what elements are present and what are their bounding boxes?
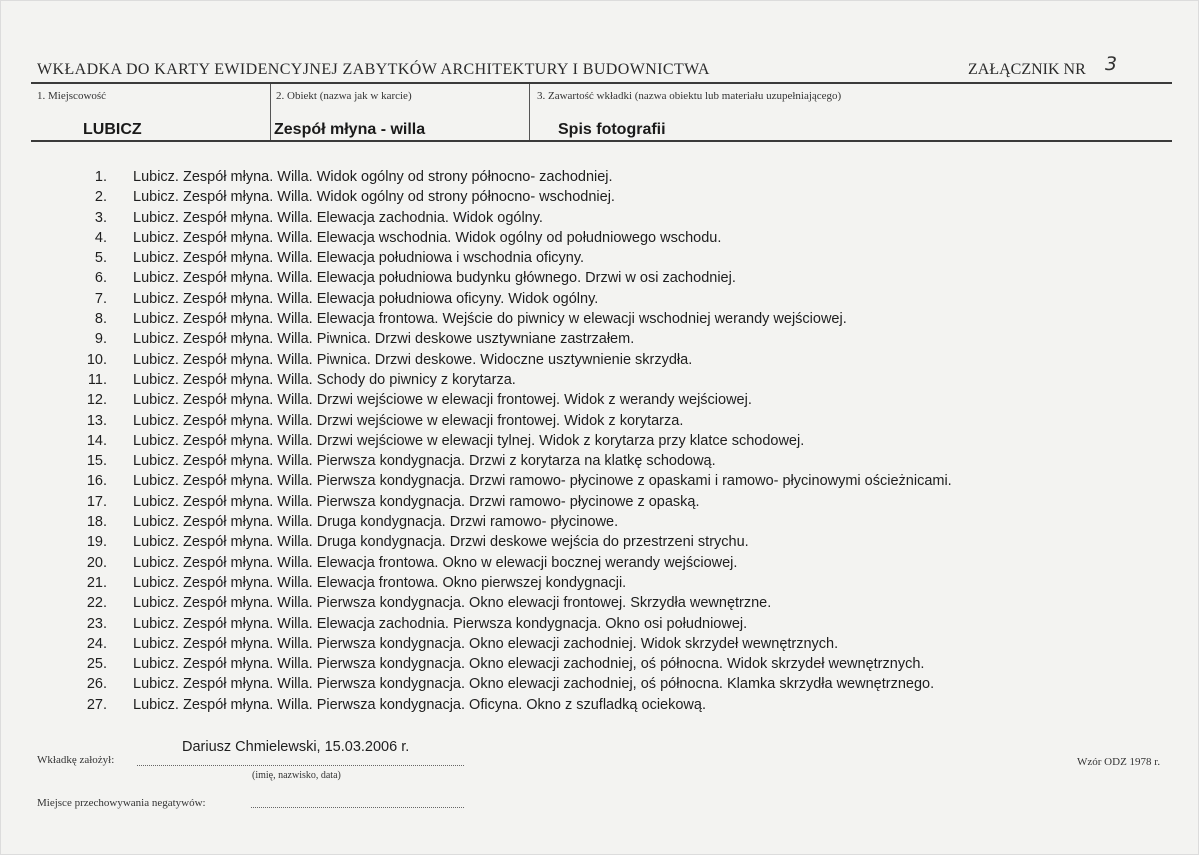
object-label: 2. Obiekt (nazwa jak w karcie) <box>276 90 412 102</box>
list-item <box>71 451 1171 471</box>
list-item <box>71 187 1171 207</box>
negatives-location-line <box>251 807 464 808</box>
list-item <box>71 167 1171 187</box>
list-item <box>71 248 1171 268</box>
list-item <box>71 471 1171 491</box>
item-number: 17. <box>86 493 107 510</box>
item-number: 19. <box>86 534 107 551</box>
item-text: Lubicz. Zespół młyna. Willa. Elewacja południowa i wschodnia oficyny. <box>133 250 585 267</box>
list-item <box>71 553 1171 573</box>
item-number: 12. <box>86 392 107 409</box>
created-by-hint: (imię, nazwisko, data) <box>252 770 341 781</box>
item-number: 18. <box>86 514 107 531</box>
item-text: Lubicz. Zespół młyna. Willa. Pierwsza kondygnacja. Okno elewacji zachodniej, oś północna. Widok skrzydeł wewnętrznych. <box>133 656 925 673</box>
item-number: 5. <box>94 250 107 267</box>
locality-value: LUBICZ <box>83 121 142 138</box>
item-text: Lubicz. Zespół młyna. Willa. Elewacja zachodnia. Pierwsza kondygnacja. Okno osi południowej. <box>133 615 748 632</box>
locality-label: 1. Miejscowość <box>37 90 107 102</box>
item-number: 23. <box>86 615 107 632</box>
item-text: Lubicz. Zespół młyna. Willa. Piwnica. Drzwi deskowe usztywniane zastrzałem. <box>133 331 635 348</box>
template-note: Wzór ODZ 1978 r. <box>1077 756 1161 768</box>
list-item <box>71 390 1171 410</box>
item-text: Lubicz. Zespół młyna. Willa. Widok ogólny od strony północno- zachodniej. <box>133 169 613 185</box>
list-item <box>71 532 1171 552</box>
item-text: Lubicz. Zespół młyna. Willa. Drzwi wejściowe w elewacji frontowej. Widok z korytarza. <box>133 412 684 429</box>
annex-label: ZAŁĄCZNIK NR <box>968 61 1086 78</box>
list-item <box>71 329 1171 349</box>
item-number: 25. <box>86 656 107 673</box>
item-text: Lubicz. Zespół młyna. Willa. Pierwsza kondygnacja. Drzwi ramowo- płycinowe z opaskami i ramowo- płycinowymi ościeżnicami. <box>133 473 952 490</box>
item-text: Lubicz. Zespół młyna. Willa. Pierwsza kondygnacja. Okno elewacji frontowej. Skrzydła wewnętrzne. <box>133 595 772 612</box>
created-by-line <box>137 765 464 766</box>
photo-list <box>71 167 1171 715</box>
item-text: Lubicz. Zespół młyna. Willa. Pierwsza kondygnacja. Okno elewacji zachodniej. Widok skrzydeł wewnętrznych. <box>133 635 839 652</box>
list-item <box>71 350 1171 370</box>
list-item <box>71 431 1171 451</box>
list-item <box>71 208 1171 228</box>
contents-value: Spis fotografii <box>558 121 666 138</box>
object-value: Zespół młyna - willa <box>274 121 426 138</box>
item-text: Lubicz. Zespół młyna. Willa. Pierwsza kondygnacja. Drzwi ramowo- płycinowe z opaską. <box>133 493 700 510</box>
item-text: Lubicz. Zespół młyna. Willa. Elewacja południowa budynku głównego. Drzwi w osi zachodniej. <box>133 270 736 287</box>
item-text: Lubicz. Zespół młyna. Willa. Pierwsza kondygnacja. Drzwi z korytarza na klatkę schodową. <box>133 453 716 470</box>
item-text: Lubicz. Zespół młyna. Willa. Elewacja frontowa. Okno w elewacji bocznej werandy wejściowej. <box>133 554 738 571</box>
annex-number: 3 <box>1105 53 1118 75</box>
list-item <box>71 492 1171 512</box>
item-text: Lubicz. Zespół młyna. Willa. Piwnica. Drzwi deskowe. Widoczne usztywnienie skrzydła. <box>133 351 693 368</box>
item-number: 2. <box>94 189 107 206</box>
item-text: Lubicz. Zespół młyna. Willa. Drzwi wejściowe w elewacji tylnej. Widok z korytarza przy klatce schodowej. <box>133 432 805 449</box>
list-item <box>71 268 1171 288</box>
item-text: Lubicz. Zespół młyna. Willa. Schody do piwnicy z korytarza. <box>133 371 516 388</box>
list-item <box>71 674 1171 694</box>
item-text: Lubicz. Zespół młyna. Willa. Elewacja wschodnia. Widok ogólny od południowego wschodu. <box>133 229 722 246</box>
list-item <box>71 289 1171 309</box>
item-number: 9. <box>94 331 107 348</box>
item-text: Lubicz. Zespół młyna. Willa. Elewacja frontowa. Okno pierwszej kondygnacji. <box>133 574 627 591</box>
item-text: Lubicz. Zespół młyna. Willa. Druga kondygnacja. Drzwi ramowo- płycinowe. <box>133 514 619 531</box>
list-item <box>71 654 1171 674</box>
item-number: 10. <box>86 351 107 368</box>
list-item <box>71 634 1171 654</box>
item-number: 6. <box>94 270 107 287</box>
form-title: WKŁADKA DO KARTY EWIDENCYJNEJ ZABYTKÓW ARCHITEKTURY I BUDOWNICTWA <box>37 61 710 78</box>
item-text: Lubicz. Zespół młyna. Willa. Widok ogólny od strony północno- wschodniej. <box>133 189 615 206</box>
created-by-value: Dariusz Chmielewski, 15.03.2006 r. <box>182 739 410 755</box>
item-number: 8. <box>94 311 107 328</box>
item-text: Lubicz. Zespół młyna. Willa. Elewacja frontowa. Wejście do piwnicy w elewacji wschodniej werandy wejściowej. <box>133 311 847 328</box>
item-text: Lubicz. Zespół młyna. Willa. Elewacja zachodnia. Widok ogólny. <box>133 209 543 226</box>
item-number: 3. <box>94 209 107 226</box>
list-item <box>71 370 1171 390</box>
item-number: 20. <box>86 554 107 571</box>
item-number: 26. <box>86 676 107 693</box>
item-number: 1. <box>94 169 107 185</box>
item-number: 13. <box>86 412 107 429</box>
list-item <box>71 512 1171 532</box>
item-number: 21. <box>86 574 107 591</box>
field-divider-2 <box>529 84 530 140</box>
item-number: 16. <box>86 473 107 490</box>
negatives-location-label: Miejsce przechowywania negatywów: <box>37 797 206 809</box>
item-text: Lubicz. Zespół młyna. Willa. Druga kondygnacja. Drzwi deskowe wejścia do przestrzeni strychu. <box>133 534 749 551</box>
list-item <box>71 695 1171 715</box>
list-item <box>71 573 1171 593</box>
item-number: 15. <box>86 453 107 470</box>
list-item <box>71 228 1171 248</box>
item-text: Lubicz. Zespół młyna. Willa. Elewacja południowa oficyny. Widok ogólny. <box>133 290 599 307</box>
item-number: 22. <box>86 595 107 612</box>
field-divider-1 <box>270 84 271 140</box>
contents-label: 3. Zawartość wkładki (nazwa obiektu lub materiału uzupełniającego) <box>537 90 842 102</box>
list-item <box>71 411 1171 431</box>
item-number: 7. <box>94 290 107 307</box>
list-item <box>71 309 1171 329</box>
list-item <box>71 614 1171 634</box>
item-number: 14. <box>86 432 107 449</box>
created-by-label: Wkładkę założył: <box>37 754 115 766</box>
item-text: Lubicz. Zespół młyna. Willa. Pierwsza kondygnacja. Okno elewacji zachodniej, oś północna. Klamka skrzydła wewnętrznego. <box>133 676 935 693</box>
item-text: Lubicz. Zespół młyna. Willa. Drzwi wejściowe w elewacji frontowej. Widok z werandy wejściowej. <box>133 392 752 409</box>
list-item <box>71 593 1171 613</box>
header-bottom-rule <box>31 140 1172 142</box>
item-number: 27. <box>86 696 107 713</box>
item-number: 11. <box>87 371 107 388</box>
item-number: 24. <box>86 635 107 652</box>
item-text: Lubicz. Zespół młyna. Willa. Pierwsza kondygnacja. Oficyna. Okno z szufladką ociekową. <box>133 696 706 713</box>
header-top-rule <box>31 82 1172 84</box>
item-number: 4. <box>94 229 107 246</box>
